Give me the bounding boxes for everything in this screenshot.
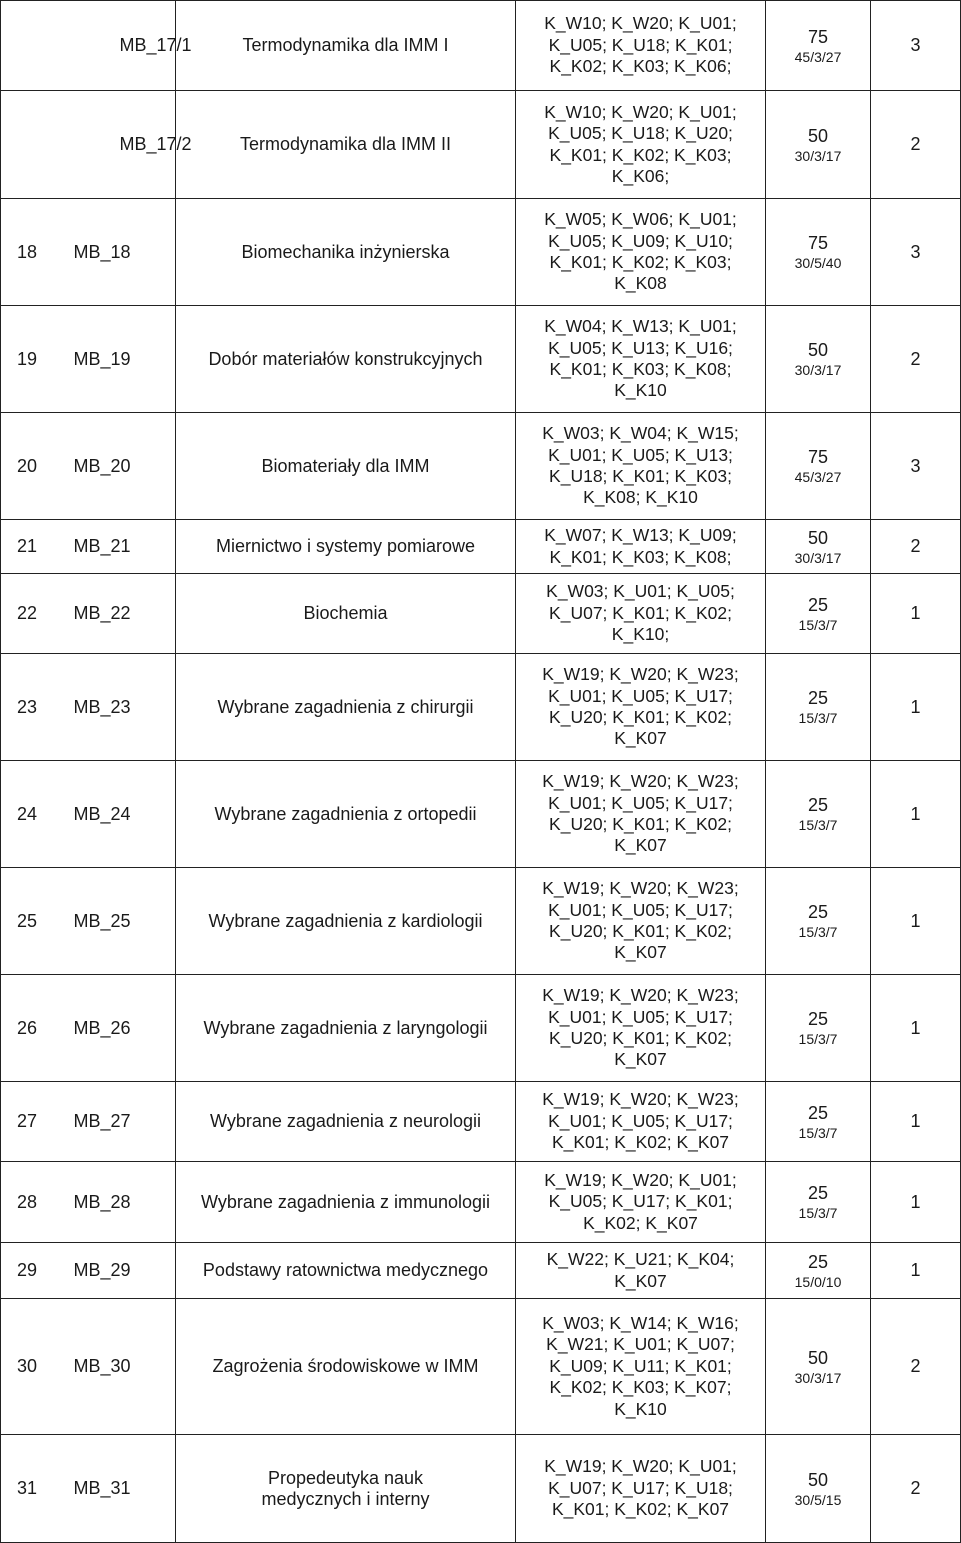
course-code: MB_22 [56,574,176,654]
learning-effects [516,520,766,574]
ects-points: 1 [871,1162,961,1243]
course-code: MB_27 [56,1082,176,1162]
effect-line: K_K01; K_K02; K_K07 [551,1499,730,1520]
hours-total: 25 [807,795,829,815]
learning-effects [516,413,766,520]
effect-line: K_U20; K_K01; K_K02; [549,814,732,834]
learning-effects [516,574,766,654]
effect-line: K_K07 [614,835,667,856]
hours-total: 50 [807,125,829,146]
ects-points: 3 [871,1,961,91]
hours-total: 50 [807,1469,829,1490]
hours-split: 15/3/7 [798,616,838,633]
effect-line: K_K08; K_K10 [583,487,698,508]
table-row [1,654,961,761]
effect-line: K_W19; K_W20; K_W23; [542,664,739,685]
row-number: 26 [1,975,56,1082]
row-number [1,91,56,199]
hours-total: 75 [807,26,829,47]
learning-effects [516,1435,766,1543]
learning-effects [516,975,766,1082]
effect-line: K_K07 [614,1049,667,1070]
ects-points: 2 [871,91,961,199]
learning-effects [516,1082,766,1162]
effect-line: K_K01; K_K02; K_K03; [549,252,732,272]
hours-cell [766,868,871,975]
effect-line: K_W07; K_W13; K_U09; [544,525,737,546]
hours-total: 25 [807,594,829,615]
hours-split: 30/3/17 [794,362,842,378]
ects-points: 2 [871,306,961,413]
table-row [1,520,961,574]
effect-line: K_U05; K_U17; K_K01; [548,1191,733,1212]
effect-line: K_U01; K_U05; K_U17; [548,685,733,706]
hours-cell [766,1,871,91]
effect-line: K_K02; K_K03; K_K06; [549,56,732,77]
table-row [1,199,961,306]
course-code: MB_26 [56,975,176,1082]
ects-points: 2 [871,1299,961,1435]
effect-line: K_U05; K_U18; K_K01; [548,34,733,55]
effect-line: K_U01; K_U05; K_U13; [548,444,733,465]
hours-cell [766,1435,871,1543]
table-row [1,1435,961,1543]
effect-line: K_W19; K_W20; K_U01; [544,1169,737,1190]
hours-split: 15/0/10 [794,1273,842,1290]
table-row [1,975,961,1082]
row-number [1,1,56,91]
effect-line: K_W22; K_U21; K_K04; [546,1249,735,1270]
course-code: MB_23 [56,654,176,761]
learning-effects [516,1243,766,1299]
hours-total: 50 [807,527,829,548]
hours-cell [766,1162,871,1243]
effect-line: K_W10; K_W20; K_U01; [544,101,737,122]
hours-split: 30/5/15 [794,1491,842,1508]
effect-line: K_K08 [614,273,667,294]
hours-split: 15/3/7 [798,710,838,726]
course-code: MB_25 [56,868,176,975]
effect-line: K_W05; K_W06; K_U01; [544,209,737,230]
course-code: MB_17/1 [56,1,176,91]
effect-line: K_K07 [614,942,667,963]
effect-line: K_U01; K_U05; K_U17; [548,899,733,920]
effect-line: K_K07 [614,1270,667,1291]
course-name: Termodynamika dla IMM II [176,91,516,199]
effect-line: K_K10 [614,380,667,401]
course-name: Termodynamika dla IMM I [176,1,516,91]
hours-cell [766,1082,871,1162]
learning-effects [516,306,766,413]
course-name: Wybrane zagadnienia z ortopedii [176,761,516,868]
course-code: MB_20 [56,413,176,520]
course-code: MB_24 [56,761,176,868]
effect-line: K_W03; K_U01; K_U05; [546,581,735,602]
course-code: MB_30 [56,1299,176,1435]
learning-effects [516,199,766,306]
learning-effects [516,868,766,975]
hours-cell [766,91,871,199]
hours-cell [766,520,871,574]
ects-points: 1 [871,1082,961,1162]
effect-line: K_W19; K_W20; K_W23; [542,985,739,1006]
table-row [1,1082,961,1162]
table-row [1,574,961,654]
hours-split: 30/3/17 [794,549,842,566]
effect-line: K_U09; K_U11; K_K01; [549,1355,732,1376]
learning-effects [516,761,766,868]
course-name: Biomateriały dla IMM [176,413,516,520]
row-number: 20 [1,413,56,520]
effect-line: K_W19; K_W20; K_W23; [542,878,739,899]
ects-points: 1 [871,761,961,868]
effect-line: K_U07; K_U17; K_U18; [548,1477,733,1498]
effect-line: K_K01; K_K03; K_K08; [549,359,732,379]
row-number: 30 [1,1299,56,1435]
effect-line: K_W19; K_W20; K_U01; [544,1456,737,1477]
learning-effects [516,91,766,199]
table-row [1,868,961,975]
course-code: MB_29 [56,1243,176,1299]
table-row [1,413,961,520]
hours-total: 25 [807,688,829,708]
hours-split: 30/3/17 [794,1369,842,1386]
row-number: 25 [1,868,56,975]
effect-line: K_K01; K_K02; K_K03; [549,144,732,165]
row-number: 28 [1,1162,56,1243]
table-row [1,761,961,868]
course-code: MB_17/2 [56,91,176,199]
ects-points: 1 [871,1243,961,1299]
hours-cell [766,199,871,306]
hours-cell [766,413,871,520]
row-number: 27 [1,1082,56,1162]
effect-line: K_U05; K_U18; K_U20; [548,123,733,144]
ects-points: 1 [871,574,961,654]
row-number: 31 [1,1435,56,1543]
row-number: 18 [1,199,56,306]
hours-cell [766,306,871,413]
course-code: MB_31 [56,1435,176,1543]
table-row [1,1,961,91]
table-row [1,306,961,413]
effect-line: K_U05; K_U13; K_U16; [548,337,733,358]
course-name: Wybrane zagadnienia z neurologii [176,1082,516,1162]
hours-cell [766,1243,871,1299]
effect-line: K_U20; K_K01; K_K02; [549,1028,732,1048]
hours-split: 15/3/7 [798,817,838,833]
effect-line: K_K07 [614,728,667,749]
course-name: Wybrane zagadnienia z laryngologii [176,975,516,1082]
course-code: MB_19 [56,306,176,413]
ects-points: 2 [871,1435,961,1543]
hours-total: 25 [807,1102,829,1123]
table-row [1,1299,961,1435]
effect-line: K_W03; K_W14; K_W16; [542,1312,739,1333]
hours-total: 25 [807,902,829,922]
effect-line: K_W21; K_U01; K_U07; [546,1334,735,1355]
hours-cell [766,761,871,868]
effect-line: K_K06; [611,165,670,186]
course-name: Wybrane zagadnienia z kardiologii [176,868,516,975]
hours-split: 45/3/27 [794,48,842,65]
hours-total: 75 [807,447,829,467]
hours-total: 50 [807,1347,829,1368]
course-code: MB_21 [56,520,176,574]
effect-line: K_U18; K_K01; K_K03; [549,466,732,486]
effect-line: K_U01; K_U05; K_U17; [548,1110,733,1131]
effect-line: K_K02; K_K07 [583,1212,698,1233]
effect-line: K_K01; K_K03; K_K08; [549,546,732,567]
ects-points: 2 [871,520,961,574]
row-number: 23 [1,654,56,761]
course-code: MB_18 [56,199,176,306]
effect-line: K_W10; K_W20; K_U01; [544,13,737,34]
effect-line: K_K10 [614,1398,667,1419]
hours-total: 50 [807,340,829,360]
ects-points: 1 [871,654,961,761]
effect-line: K_W19; K_W20; K_W23; [542,1089,739,1110]
hours-split: 15/3/7 [798,1124,838,1141]
table-row [1,1162,961,1243]
effect-line: K_U20; K_K01; K_K02; [549,707,732,727]
effect-line: K_W19; K_W20; K_W23; [542,771,739,792]
hours-split: 15/3/7 [798,1205,838,1221]
course-code: MB_28 [56,1162,176,1243]
hours-split: 15/3/7 [798,924,838,940]
course-name: Podstawy ratownictwa medycznego [176,1243,516,1299]
hours-split: 15/3/7 [798,1031,838,1047]
table-row [1,1243,961,1299]
hours-split: 30/5/40 [794,255,842,271]
course-name: Biomechanika inżynierska [176,199,516,306]
effect-line: K_U01; K_U05; K_U17; [548,792,733,813]
hours-cell [766,574,871,654]
learning-effects [516,654,766,761]
course-name: Miernictwo i systemy pomiarowe [176,520,516,574]
effect-line: K_K02; K_K03; K_K07; [549,1377,732,1398]
learning-effects [516,1299,766,1435]
hours-cell [766,654,871,761]
effect-line: K_U01; K_U05; K_U17; [548,1006,733,1027]
course-name: Biochemia [176,574,516,654]
hours-split: 45/3/27 [794,469,842,485]
course-name: Zagrożenia środowiskowe w IMM [176,1299,516,1435]
hours-total: 75 [807,233,829,253]
row-number: 29 [1,1243,56,1299]
row-number: 21 [1,520,56,574]
course-name: Wybrane zagadnienia z chirurgii [176,654,516,761]
learning-effects [516,1,766,91]
course-name: Dobór materiałów konstrukcyjnych [176,306,516,413]
hours-cell [766,1299,871,1435]
ects-points: 3 [871,413,961,520]
effect-line: K_K01; K_K02; K_K07 [551,1132,730,1153]
row-number: 22 [1,574,56,654]
learning-effects [516,1162,766,1243]
row-number: 19 [1,306,56,413]
effect-line: K_K10; [611,624,670,645]
effect-line: K_U20; K_K01; K_K02; [549,921,732,941]
course-name: Propedeutyka nauk medycznych i interny [176,1435,516,1543]
ects-points: 1 [871,868,961,975]
hours-total: 25 [807,1183,829,1203]
course-name: Wybrane zagadnienia z immunologii [176,1162,516,1243]
table-row [1,91,961,199]
effect-line: K_U07; K_K01; K_K02; [549,602,732,623]
hours-total: 25 [807,1251,829,1272]
hours-cell [766,975,871,1082]
effect-line: K_W04; K_W13; K_U01; [544,316,737,337]
effect-line: K_W03; K_W04; K_W15; [542,423,739,444]
ects-points: 3 [871,199,961,306]
ects-points: 1 [871,975,961,1082]
effect-line: K_U05; K_U09; K_U10; [548,230,733,251]
hours-split: 30/3/17 [794,147,842,164]
hours-total: 25 [807,1009,829,1029]
row-number: 24 [1,761,56,868]
